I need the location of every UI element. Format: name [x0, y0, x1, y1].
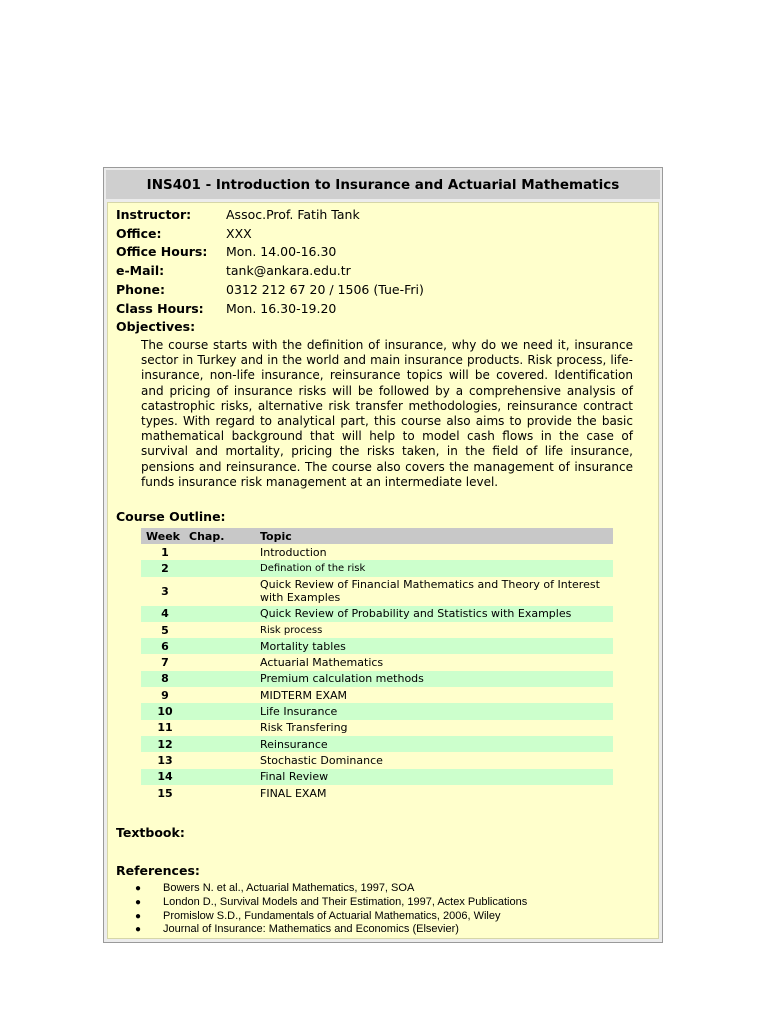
topic-cell: Mortality tables [259, 638, 613, 654]
info-label: Class Hours: [116, 300, 204, 316]
table-row [141, 687, 613, 703]
topic-cell: Premium calculation methods [259, 671, 613, 687]
table-row [141, 622, 613, 638]
bullet-icon: ● [135, 910, 142, 922]
topic-column-header: Topic [259, 528, 613, 544]
topic-cell: Reinsurance [259, 736, 613, 752]
chap-cell [189, 687, 259, 703]
course-title: INS401 - Introduction to Insurance and Actuarial Mathematics [106, 170, 660, 199]
chap-cell [189, 785, 259, 801]
topic-cell: Life Insurance [259, 703, 613, 719]
chap-cell [189, 622, 259, 638]
info-label: Office Hours: [116, 244, 208, 260]
chap-cell [189, 560, 259, 576]
table-row [141, 720, 613, 736]
info-label: Phone: [116, 281, 166, 297]
topic-cell: Risk Transfering [260, 721, 348, 735]
table-row [141, 654, 613, 670]
chap-cell [189, 638, 259, 654]
chap-cell [189, 671, 259, 687]
info-value: tank@ankara.edu.tr [226, 263, 351, 279]
week-cell: 8 [141, 671, 189, 687]
week-cell: 1 [161, 545, 169, 559]
week-cell: 2 [141, 560, 189, 576]
table-row [141, 544, 613, 560]
topic-cell: Defination of the risk [259, 560, 613, 576]
week-cell: 5 [161, 623, 169, 637]
week-column-header: Week [141, 528, 189, 544]
info-row-email [116, 262, 424, 281]
chap-cell [189, 606, 259, 622]
topic-cell: Stochastic Dominance [260, 753, 383, 767]
info-value: XXX [226, 225, 252, 241]
topic-cell: Actuarial Mathematics [260, 656, 384, 670]
table-row [141, 606, 613, 622]
chap-cell [189, 752, 259, 768]
textbook-heading: Textbook: [116, 825, 185, 840]
topic-cell: Final Review [259, 769, 613, 785]
info-row-class-hours [116, 300, 424, 319]
week-cell: 9 [161, 688, 169, 702]
table-row [141, 752, 613, 768]
week-cell: 10 [141, 703, 189, 719]
list-item [135, 910, 527, 924]
table-row [141, 785, 613, 801]
info-row-instructor [116, 206, 424, 225]
objectives-text: The course starts with the definition of insurance, why do we need it, insurance sector in Turkey and in the world and main insurance products. Risk process, life-insurance, non-life insurance, reinsurance topics will be covered. Identification and pricing of insurance risks will be followed by a comprehensive analysis of catastrophic risks, alternative risk transfer methodologies, reinsurance contract types. With regard to analytical part, this course also aims to provide the basic mathematical background that will help to model cash flows in the case of survival and mortality, pricing the risks taken, in the field of life insurance, pensions and reinsurance. The course also covers the management of insurance funds insurance risk management at an intermediate level. [141, 338, 633, 489]
bullet-icon: ● [135, 924, 142, 936]
week-cell: 12 [141, 736, 189, 752]
chap-cell [189, 769, 259, 785]
chap-cell [189, 544, 259, 560]
table-row [141, 560, 613, 576]
list-item [135, 896, 527, 910]
info-label: Office: [116, 225, 162, 241]
week-cell: 11 [157, 721, 173, 735]
chap-cell [189, 577, 259, 606]
table-row [141, 577, 613, 606]
topic-cell: Risk process [260, 624, 323, 636]
reference-text: London D., Survival Models and Their Estimation, 1997, Actex Publications [163, 895, 528, 908]
topic-cell: FINAL EXAM [260, 786, 327, 800]
info-value: 0312 212 67 20 / 1506 (Tue-Fri) [226, 281, 424, 297]
week-cell: 15 [157, 786, 173, 800]
week-cell: 14 [141, 769, 189, 785]
info-label: Instructor: [116, 207, 192, 222]
table-row [141, 703, 613, 719]
week-cell: 4 [141, 606, 189, 622]
table-row [141, 736, 613, 752]
reference-text: Bowers N. et al., Actuarial Mathematics, 1997, SOA [163, 882, 415, 894]
syllabus-body [107, 202, 659, 939]
table-row [141, 671, 613, 687]
list-item [135, 923, 527, 937]
bullet-icon: ● [135, 896, 142, 908]
week-cell: 6 [141, 638, 189, 654]
week-cell: 3 [161, 584, 169, 598]
objectives-heading: Objectives: [116, 319, 196, 334]
info-value: Mon. 14.00-16.30 [226, 244, 337, 260]
course-info [116, 206, 424, 318]
chap-cell [189, 720, 259, 736]
topic-cell: Introduction [260, 545, 327, 559]
syllabus-card [103, 167, 663, 943]
topic-cell: Quick Review of Financial Mathematics and Theory of Interest with Examples [260, 578, 600, 605]
chap-column-header: Chap. [189, 528, 259, 544]
reference-text: Journal of Insurance: Mathematics and Economics (Elsevier) [163, 923, 459, 936]
references-heading: References: [116, 863, 200, 878]
table-row [141, 769, 613, 785]
info-row-office-hours [116, 243, 424, 262]
course-outline-heading: Course Outline: [116, 509, 226, 524]
list-item [135, 882, 527, 896]
week-cell: 13 [157, 753, 173, 767]
reference-text: Promislow S.D., Fundamentals of Actuarial Mathematics, 2006, Wiley [163, 909, 501, 922]
course-outline-table [141, 528, 613, 801]
topic-cell: MIDTERM EXAM [260, 688, 348, 702]
table-header-row [141, 528, 613, 544]
week-cell: 7 [161, 656, 169, 670]
info-value: Assoc.Prof. Fatih Tank [226, 207, 360, 222]
chap-cell [189, 703, 259, 719]
chap-cell [189, 736, 259, 752]
table-row [141, 638, 613, 654]
info-label: e-Mail: [116, 263, 165, 279]
chap-cell [189, 654, 259, 670]
info-row-office [116, 225, 424, 244]
topic-cell: Quick Review of Probability and Statistics with Examples [259, 606, 613, 622]
references-list [135, 882, 527, 937]
info-row-phone [116, 281, 424, 300]
info-value: Mon. 16.30-19.20 [226, 300, 337, 316]
bullet-icon: ● [135, 883, 142, 894]
